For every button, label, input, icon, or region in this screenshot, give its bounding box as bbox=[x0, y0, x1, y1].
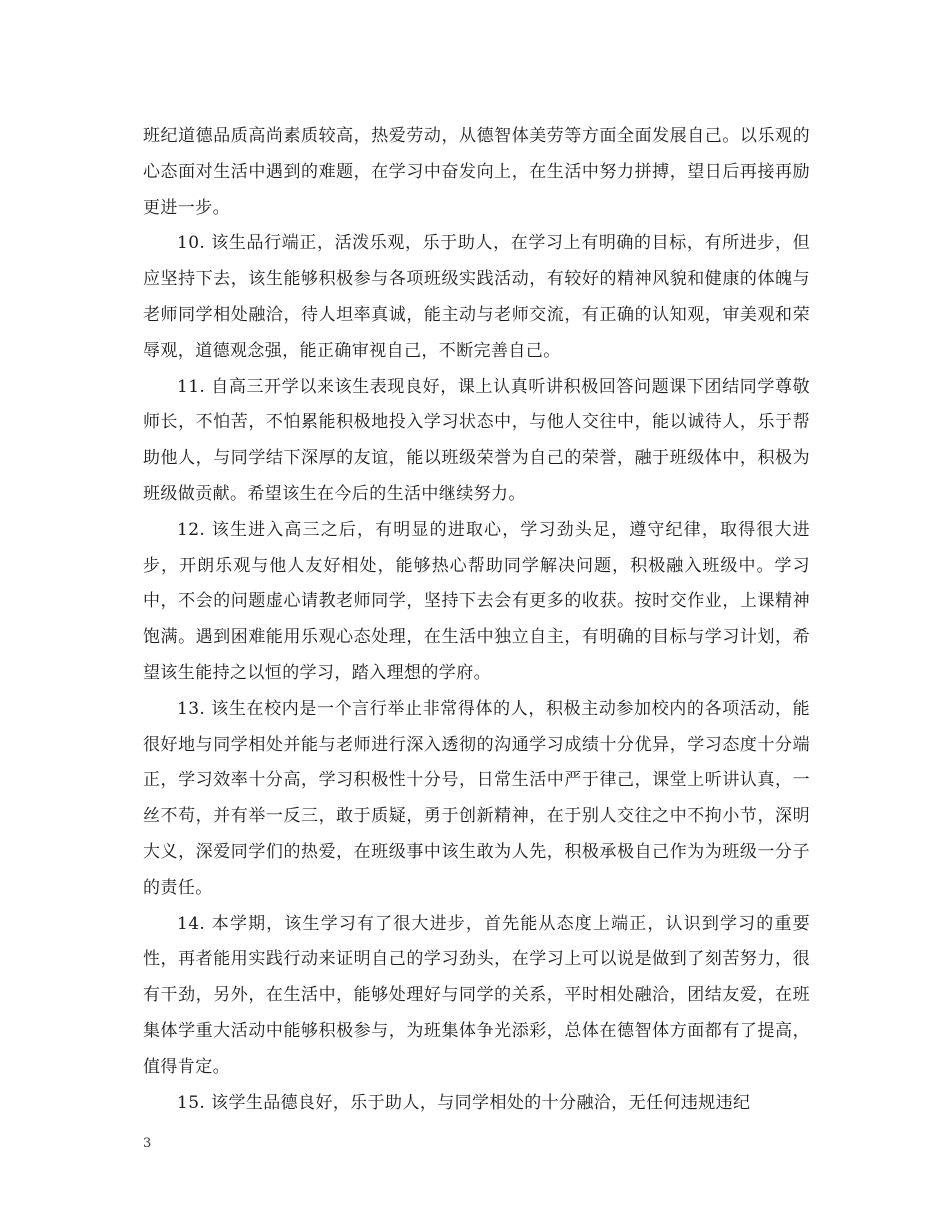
paragraph-item-10: 10. 该生品行端正，活泼乐观，乐于助人，在学习上有明确的目标，有所进步，但应坚持下去，该生能够积极参与各项班级实践活动，有较好的精神风貌和健康的体魄与老师同学相处融洽，待人坦率真诚，能主动与老师交流，有正确的认知观，审美观和荣辱观，道德观念强，能正确审视自己，不断完善自己。 bbox=[143, 233, 810, 361]
paragraph-item-14: 14. 本学期，该生学习有了很大进步，首先能从态度上端正，认识到学习的重要性，再者能用实践行动来证明自己的学习劲头，在学习上可以说是做到了刻苦努力，很有干劲，另外，在生活中，能够处理好与同学的关系，平时相处融洽，团结友爱，在班集体学重大活动中能够积极参与，为班集体争光添彩，总体在德智体方面都有了提高，值得肯定。 bbox=[143, 913, 810, 1077]
paragraph-item-11: 11. 自高三开学以来该生表现良好，课上认真听讲积极回答问题课下团结同学尊敬师长，不怕苦，不怕累能积极地投入学习状态中，与他人交往中，能以诚待人，乐于帮助他人，与同学结下深厚的友谊，能以班级荣誉为自己的荣誉，融于班级体中，积极为班级做贡献。希望该生在今后的生活中继续努力。 bbox=[143, 376, 810, 504]
paragraph-item-13: 13. 该生在校内是一个言行举止非常得体的人，积极主动参加校内的各项活动，能很好地与同学相处并能与老师进行深入透彻的沟通学习成绩十分优异，学习态度十分端正，学习效率十分高，学习积极性十分号，日常生活中严于律己，课堂上听讲认真，一丝不苟，并有举一反三，敢于质疑，勇于创新精神，在于别人交往之中不拘小节，深明大义，深爱同学们的热爱，在班级事中该生敢为人先，积极承极自己作为为班级一分子的责任。 bbox=[143, 698, 810, 898]
paragraph-item-15: 15. 该学生品德良好，乐于助人，与同学相处的十分融洽，无任何违规违纪 bbox=[177, 1092, 751, 1113]
paragraph-continued: 班纪道德品质高尚素质较高，热爱劳动，从德智体美劳等方面全面发展自己。以乐观的心态面对生活中遇到的难题，在学习中奋发向上，在生活中努力拼搏，望日后再接再励更进一步。 bbox=[143, 126, 810, 218]
page-number: 3 bbox=[143, 1136, 152, 1151]
document-body bbox=[143, 119, 810, 1121]
paragraph-item-12: 12. 该生进入高三之后，有明显的进取心，学习劲头足，遵守纪律，取得很大进步，开朗乐观与他人友好相处，能够热心帮助同学解决问题，积极融入班级中。学习中，不会的问题虚心请教老师同学，坚持下去会有更多的收获。按时交作业，上课精神饱满。遇到困难能用乐观心态处理，在生活中独立自主，有明确的目标与学习计划，希望该生能持之以恒的学习，踏入理想的学府。 bbox=[143, 519, 810, 683]
